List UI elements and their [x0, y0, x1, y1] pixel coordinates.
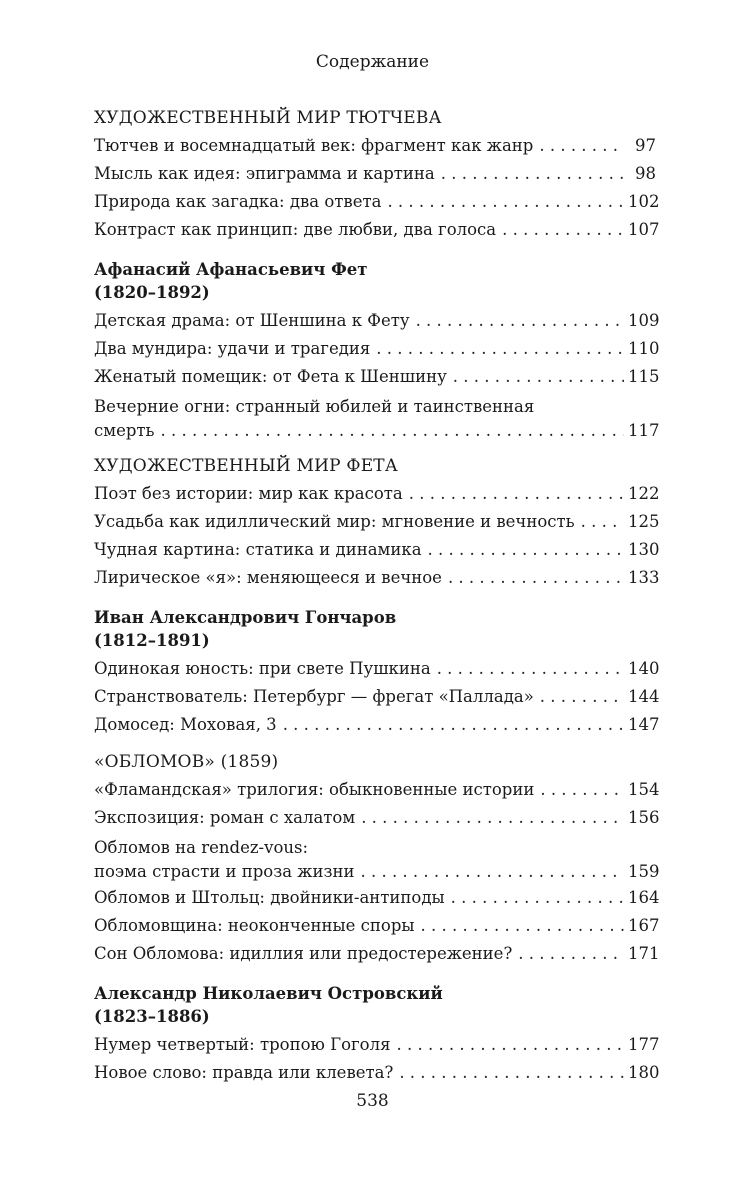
- dot-leader: [502, 216, 624, 244]
- toc-entry: [94, 655, 660, 683]
- dot-leader: [540, 776, 624, 804]
- toc-section: [94, 749, 660, 968]
- toc-entry: [94, 940, 660, 968]
- toc-entry: [94, 776, 660, 804]
- table-of-contents: [94, 105, 660, 1097]
- entry-title: Мысль как идея: эпиграмма и картина: [94, 164, 435, 183]
- entry-title: поэма страсти и проза жизни: [94, 862, 355, 881]
- toc-entry-multiline: [94, 391, 660, 443]
- dot-leader: [399, 1059, 624, 1087]
- entry-title: «Фламандская» трилогия: обыкновенные истории: [94, 780, 535, 799]
- toc-entry: [94, 132, 656, 160]
- dot-leader: [437, 655, 624, 683]
- toc-entry: [94, 216, 660, 244]
- entry-page: 180: [628, 1063, 660, 1082]
- entry-title: Одинокая юность: при свете Пушкина: [94, 659, 431, 678]
- toc-section: [94, 105, 660, 244]
- author-years: (1812–1891): [94, 631, 210, 650]
- entry-title: Контраст как принцип: две любви, два голоса: [94, 220, 497, 239]
- entry-page: 154: [628, 780, 660, 799]
- entry-page: 167: [628, 916, 660, 935]
- toc-entry: [94, 307, 660, 335]
- entry-page: 107: [628, 220, 660, 239]
- entry-page: 171: [628, 944, 660, 963]
- dot-leader: [451, 884, 624, 912]
- toc-entry: [94, 508, 660, 536]
- dot-leader: [421, 912, 624, 940]
- entry-title: Природа как загадка: два ответа: [94, 192, 382, 211]
- entry-page: 130: [628, 540, 660, 559]
- dot-leader: [448, 564, 624, 592]
- entry-page: 115: [628, 367, 660, 386]
- entry-title: смерть: [94, 421, 155, 440]
- toc-entry: [94, 711, 660, 739]
- entry-title-line: Вечерние огни: странный юбилей и таинственная: [94, 397, 535, 416]
- running-head: Содержание: [315, 52, 430, 72]
- entry-page: 98: [635, 164, 656, 183]
- dot-leader: [361, 804, 624, 832]
- toc-entry: [94, 418, 660, 443]
- entry-title: Нумер четвертый: тропою Гоголя: [94, 1035, 391, 1054]
- entry-page: 110: [628, 339, 660, 358]
- dot-leader: [540, 683, 624, 711]
- entry-title-line: Обломов на rendez-vous:: [94, 838, 309, 857]
- author-name: Афанасий Афанасьевич Фет: [94, 260, 368, 279]
- entry-title: Детская драма: от Шеншина к Фету: [94, 311, 410, 330]
- entry-page: 164: [628, 888, 660, 907]
- entry-title: Два мундира: удачи и трагедия: [94, 339, 371, 358]
- entry-title: Домосед: Моховая, 3: [94, 715, 277, 734]
- entry-page: 140: [628, 659, 660, 678]
- entry-title: Поэт без истории: мир как красота: [94, 484, 403, 503]
- dot-leader: [539, 132, 624, 160]
- entry-page: 133: [628, 568, 660, 587]
- entry-title: Странствователь: Петербург — фрегат «Паллада»: [94, 687, 534, 706]
- toc-section: [94, 602, 660, 739]
- author-name: Иван Александрович Гончаров: [94, 608, 397, 627]
- dot-leader: [416, 307, 624, 335]
- dot-leader: [581, 508, 624, 536]
- dot-leader: [441, 160, 624, 188]
- entry-page: 109: [628, 311, 660, 330]
- author-heading: [94, 602, 656, 655]
- entry-page: 125: [628, 512, 660, 531]
- toc-section: [94, 254, 660, 443]
- author-name: Александр Николаевич Островский: [94, 984, 443, 1003]
- section-heading: «ОБЛОМОВ» (1859): [94, 752, 279, 772]
- entry-title: Тютчев и восемнадцатый век: фрагмент как жанр: [94, 136, 534, 155]
- author-heading: [94, 978, 656, 1031]
- toc-entry: [94, 160, 656, 188]
- entry-page: 159: [628, 862, 660, 881]
- toc-entry: [94, 859, 660, 884]
- author-years: (1823–1886): [94, 1007, 210, 1026]
- dot-leader: [428, 536, 624, 564]
- dot-leader: [453, 363, 624, 391]
- toc-entry: [94, 188, 660, 216]
- author-heading: [94, 254, 656, 307]
- toc-entry: [94, 335, 660, 363]
- entry-title: Новое слово: правда или клевета?: [94, 1063, 394, 1082]
- dot-leader: [409, 480, 624, 508]
- toc-section: [94, 978, 660, 1087]
- toc-entry: [94, 1031, 660, 1059]
- toc-entry: [94, 564, 660, 592]
- toc-entry: [94, 683, 660, 711]
- entry-title: Лирическое «я»: меняющееся и вечное: [94, 568, 442, 587]
- dot-leader: [518, 940, 624, 968]
- entry-page: 117: [628, 421, 660, 440]
- dot-leader: [387, 188, 624, 216]
- entry-title: Женатый помещик: от Фета к Шеншину: [94, 367, 447, 386]
- entry-title: Чудная картина: статика и динамика: [94, 540, 422, 559]
- toc-entry: [94, 536, 660, 564]
- entry-page: 122: [628, 484, 660, 503]
- toc-entry-multiline: [94, 832, 660, 884]
- dot-leader: [376, 335, 624, 363]
- entry-page: 144: [628, 687, 660, 706]
- entry-title: Обломовщина: неоконченные споры: [94, 916, 415, 935]
- entry-title: Сон Обломова: идиллия или предостережение?: [94, 944, 513, 963]
- entry-page: 97: [635, 136, 656, 155]
- entry-title: Усадьба как идиллический мир: мгновение и вечность: [94, 512, 575, 531]
- dot-leader: [396, 1031, 624, 1059]
- entry-page: 177: [628, 1035, 660, 1054]
- toc-entry: [94, 363, 660, 391]
- dot-leader: [283, 711, 624, 739]
- toc-entry: [94, 912, 660, 940]
- section-heading: ХУДОЖЕСТВЕННЫЙ МИР ТЮТЧЕВА: [94, 108, 442, 128]
- toc-section: [94, 453, 660, 592]
- section-heading: ХУДОЖЕСТВЕННЫЙ МИР ФЕТА: [94, 456, 398, 476]
- dot-leader: [161, 418, 624, 443]
- toc-entry: [94, 1059, 660, 1087]
- author-years: (1820–1892): [94, 283, 210, 302]
- entry-title: Экспозиция: роман с халатом: [94, 808, 356, 827]
- entry-page: 147: [628, 715, 660, 734]
- page-number: 538: [356, 1091, 389, 1111]
- toc-entry: [94, 804, 660, 832]
- toc-entry: [94, 480, 660, 508]
- entry-page: 156: [628, 808, 660, 827]
- dot-leader: [360, 859, 624, 884]
- entry-title: Обломов и Штольц: двойники-антиподы: [94, 888, 445, 907]
- toc-entry: [94, 884, 660, 912]
- entry-page: 102: [628, 192, 660, 211]
